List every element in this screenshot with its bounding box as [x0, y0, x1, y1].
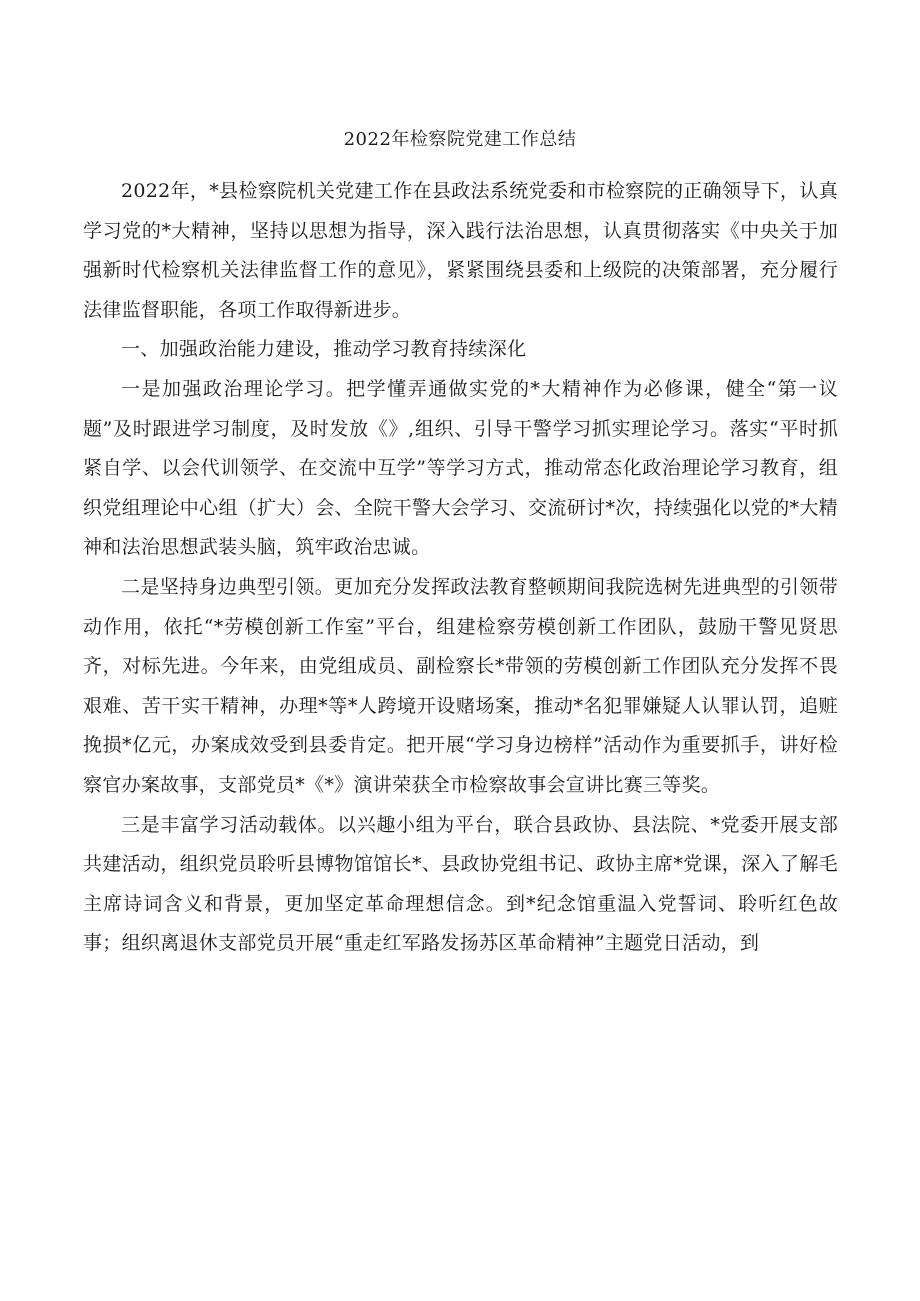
paragraph-intro: 2022年，*县检察院机关党建工作在县政法系统党委和市检察院的正确领导下，认真学习党的*大精神，坚持以思想为指导，深入践行法治思想，认真贯彻落实《中央关于加强新时代检察机关法律监督工作的意见》，紧紧围绕县委和上级院的决策部署，充分履行法律监督职能，各项工作取得新进步。	[83, 180, 838, 321]
document-body	[83, 172, 838, 964]
document-title: 2022年检察院党建工作总结	[343, 129, 577, 150]
paragraph-theory-study: 一是加强政治理论学习。把学懂弄通做实党的*大精神作为必修课，健全“第一议题”及时跟进学习制度，及时发放《》,组织、引导干警学习抓实理论学习。落实“平时抓紧自学、以会代训领学、在交流中互学”等学习方式，推动常态化政治理论学习教育，组织党组理论中心组（扩大）会、全院干警大会学习、交流研讨*次，持续强化以党的*大精神和法治思想武装头脑，筑牢政治忠诚。	[83, 377, 838, 559]
paragraph-role-models: 二是坚持身边典型引领。更加充分发挥政法教育整顿期间我院选树先进典型的引领带动作用，依托“*劳模创新工作室”平台，组建检察劳模创新工作团队，鼓励干警见贤思齐，对标先进。今年来，由党组成员、副检察长*带领的劳模创新工作团队充分发挥不畏艰难、苦干实干精神，办理*等*人跨境开设赌场案，推动*名犯罪嫌疑人认罪认罚，追赃挽损*亿元，办案成效受到县委肯定。把开展“学习身边榜样”活动作为重要抓手，讲好检察官办案故事，支部党员*《*》演讲荣获全市检察故事会宣讲比赛三等奖。	[83, 575, 838, 796]
section-heading-1: 一、加强政治能力建设，推动学习教育持续深化	[121, 338, 527, 361]
paragraph-activities: 三是丰富学习活动载体。以兴趣小组为平台，联合县政协、县法院、*党委开展支部共建活动，组织党员聆听县博物馆馆长*、县政协党组书记、政协主席*党课，深入了解毛主席诗词含义和背景，更加坚定革命理想信念。到*纪念馆重温入党誓词、聆听红色故事；组织离退休支部党员开展“重走红军路发扬苏区革命精神”主题党日活动，到	[83, 813, 838, 955]
